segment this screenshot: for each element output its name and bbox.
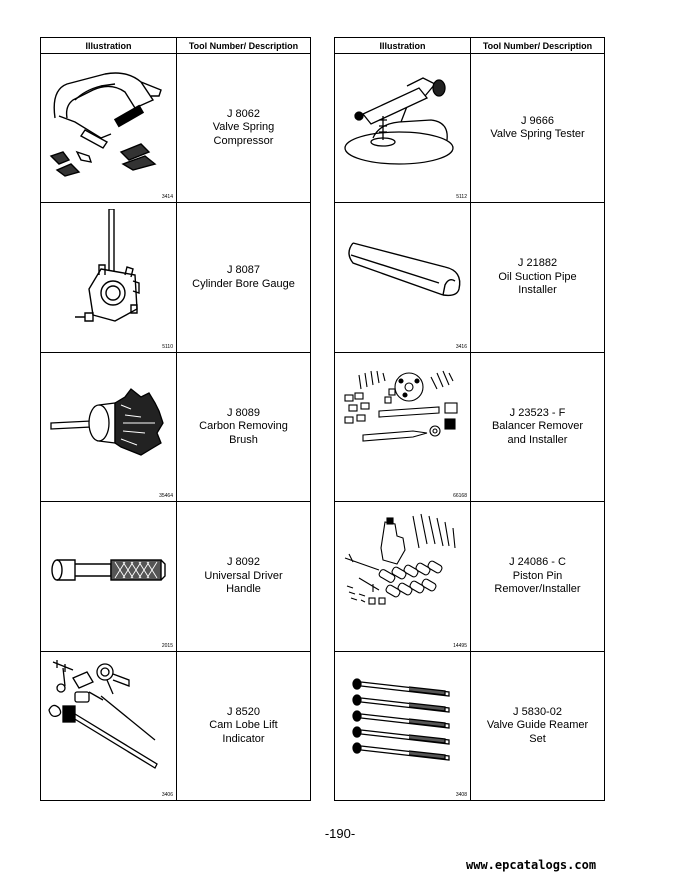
illustration-cell bbox=[41, 352, 177, 501]
reamer-set-icon bbox=[339, 658, 467, 788]
tool-description-line: Compressor bbox=[213, 134, 274, 147]
balancer-kit-icon bbox=[339, 359, 467, 489]
driver-handle-icon bbox=[45, 508, 173, 638]
table-row bbox=[41, 651, 311, 800]
tool-description-line: Oil Suction Pipe bbox=[498, 270, 577, 283]
figure-number: 3414 bbox=[161, 194, 173, 201]
piston-pin-kit-icon bbox=[339, 508, 467, 638]
tool-number: J 8089 bbox=[226, 406, 261, 419]
tool-description-line: and Installer bbox=[507, 433, 568, 446]
illustration-header: Illustration bbox=[41, 38, 177, 54]
figure-number: 2015 bbox=[161, 642, 173, 649]
valve-spring-compressor-icon bbox=[45, 60, 173, 190]
table-row bbox=[41, 502, 311, 651]
tool-description-line: Brush bbox=[229, 433, 258, 446]
table-row bbox=[41, 54, 311, 203]
description-header: Tool Number/ Description bbox=[177, 38, 311, 54]
description-cell bbox=[177, 203, 311, 352]
cylinder-bore-gauge-icon bbox=[45, 209, 173, 339]
illustration-cell bbox=[335, 502, 471, 651]
table-row bbox=[41, 203, 311, 352]
illustration-cell bbox=[335, 352, 471, 501]
tool-number: J 21882 bbox=[517, 257, 558, 270]
tool-description-line: Indicator bbox=[222, 732, 265, 745]
table-header-row bbox=[41, 38, 311, 54]
table-row bbox=[335, 203, 605, 352]
tool-number: J 8087 bbox=[226, 264, 261, 277]
table-row bbox=[335, 502, 605, 651]
table-header-row bbox=[335, 38, 605, 54]
table-row bbox=[335, 54, 605, 203]
table-row bbox=[41, 352, 311, 501]
table-row bbox=[335, 651, 605, 800]
tool-description-line: Piston Pin bbox=[512, 569, 563, 582]
page-number: -190- bbox=[324, 826, 356, 841]
description-cell bbox=[177, 502, 311, 651]
figure-number: 66168 bbox=[453, 493, 467, 500]
tool-number: J 23523 - F bbox=[509, 406, 566, 419]
tool-description-line: Set bbox=[529, 732, 546, 745]
illustration-cell bbox=[335, 54, 471, 203]
description-cell bbox=[177, 352, 311, 501]
tool-description-line: Valve Guide Reamer bbox=[486, 719, 589, 731]
tool-number: J 9666 bbox=[520, 114, 555, 127]
figure-number: 5110 bbox=[162, 343, 173, 350]
tool-description-line: Installer bbox=[518, 284, 557, 297]
pipe-installer-icon bbox=[339, 209, 467, 339]
tool-description-line: Carbon Removing bbox=[199, 420, 288, 433]
website-watermark: www.epcatalogs.com bbox=[466, 858, 597, 872]
description-cell bbox=[471, 352, 605, 501]
description-cell bbox=[471, 54, 605, 203]
tool-number: J 24086 - C bbox=[509, 556, 566, 569]
illustration-cell bbox=[335, 203, 471, 352]
cam-lobe-indicator-icon bbox=[45, 658, 173, 788]
description-cell bbox=[471, 203, 605, 352]
description-cell bbox=[471, 502, 605, 651]
tool-number: J 8520 bbox=[226, 705, 261, 718]
carbon-brush-icon bbox=[45, 359, 173, 489]
description-cell bbox=[471, 651, 605, 800]
table-row bbox=[335, 352, 605, 501]
illustration-cell bbox=[41, 54, 177, 203]
tool-table-left bbox=[40, 37, 311, 801]
description-cell bbox=[177, 651, 311, 800]
description-cell bbox=[177, 54, 311, 203]
tool-description-line: Valve Spring bbox=[212, 121, 275, 134]
figure-number: 3406 bbox=[161, 791, 173, 798]
tool-description-line: Valve Spring Tester bbox=[490, 128, 585, 141]
tool-description-line: Remover/Installer bbox=[494, 583, 581, 596]
tool-number: J 8062 bbox=[226, 107, 261, 120]
tool-number: J 5830-02 bbox=[513, 705, 562, 718]
illustration-cell bbox=[41, 203, 177, 352]
tool-description-line: Balancer Remover bbox=[491, 420, 584, 433]
illustration-header: Illustration bbox=[335, 38, 471, 54]
illustration-cell bbox=[41, 651, 177, 800]
illustration-cell bbox=[41, 502, 177, 651]
figure-number: 35464 bbox=[159, 493, 173, 500]
tool-number: J 8092 bbox=[226, 556, 261, 569]
figure-number: 3408 bbox=[455, 791, 467, 798]
tool-description-line: Cylinder Bore Gauge bbox=[192, 277, 295, 290]
tool-table-right bbox=[334, 37, 605, 801]
figure-number: 3416 bbox=[455, 343, 467, 350]
figure-number: 14495 bbox=[453, 642, 467, 649]
illustration-cell bbox=[335, 651, 471, 800]
tool-description-line: Cam Lobe Lift bbox=[209, 719, 278, 731]
valve-spring-tester-icon bbox=[339, 60, 467, 190]
tool-description-line: Handle bbox=[226, 583, 261, 596]
tool-description-line: Universal Driver bbox=[204, 569, 283, 582]
description-header: Tool Number/ Description bbox=[471, 38, 605, 54]
figure-number: 5112 bbox=[456, 194, 467, 201]
